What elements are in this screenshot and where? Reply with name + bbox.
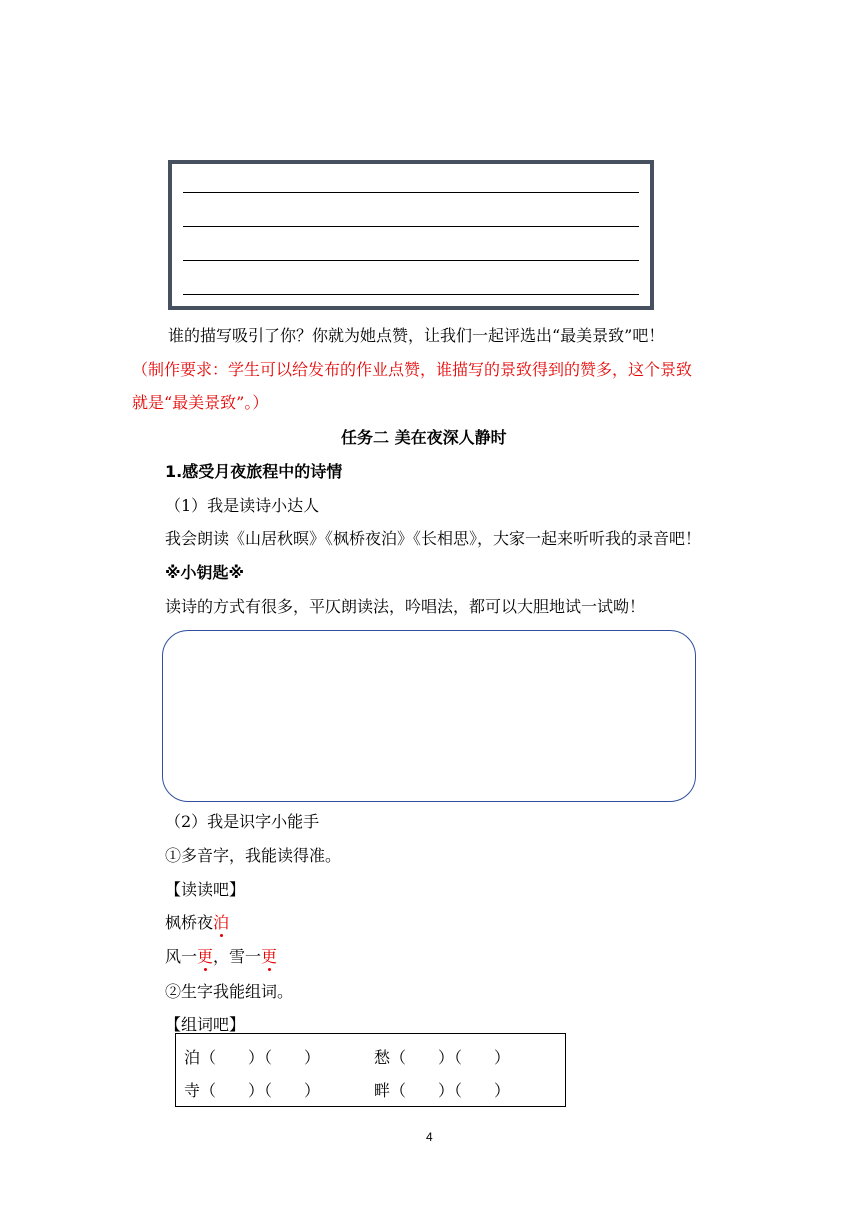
writing-line bbox=[183, 260, 639, 261]
writing-line bbox=[183, 192, 639, 193]
words-label: 【组词吧】 bbox=[165, 1015, 246, 1034]
key-title: ※小钥匙※ bbox=[165, 563, 245, 582]
recording-box[interactable] bbox=[162, 630, 696, 802]
note-line-1: （制作要求：学生可以给发布的作业点赞，谁描写的景致得到的赞多，这个景致 bbox=[132, 360, 693, 379]
word-cell[interactable]: 寺（ ）（ ） bbox=[184, 1081, 321, 1100]
emphasis-char: 更 bbox=[261, 947, 278, 966]
read-line-2 bbox=[165, 947, 277, 967]
writing-line bbox=[183, 226, 639, 227]
read-label: 【读读吧】 bbox=[165, 880, 246, 899]
new-characters-item: ②生字我能组词。 bbox=[165, 982, 294, 1001]
emphasis-char: 泊 bbox=[213, 913, 230, 932]
word-table bbox=[175, 1033, 566, 1107]
task-title: 任务二 美在夜深人静时 bbox=[341, 428, 507, 447]
read-line-1 bbox=[165, 913, 229, 933]
read-line-1-prefix: 枫桥夜 bbox=[165, 913, 214, 932]
writing-line bbox=[183, 294, 639, 295]
read-line-2-a: 风一 bbox=[165, 947, 198, 966]
read-line-2-c: ，雪一 bbox=[213, 947, 262, 966]
subsection-reading: （1）我是读诗小达人 bbox=[165, 496, 320, 515]
word-cell[interactable]: 畔（ ）（ ） bbox=[374, 1081, 511, 1100]
vote-paragraph: 谁的描写吸引了你？你就为她点赞，让我们一起评选出“最美景致”吧！ bbox=[168, 326, 665, 345]
word-cell[interactable]: 泊（ ）（ ） bbox=[184, 1048, 321, 1067]
reading-text: 我会朗读《山居秋暝》《枫桥夜泊》《长相思》，大家一起来听听我的录音吧！ bbox=[165, 529, 702, 548]
emphasis-char: 更 bbox=[197, 947, 214, 966]
page-number: 4 bbox=[426, 1130, 433, 1144]
word-cell[interactable]: 愁（ ）（ ） bbox=[374, 1048, 511, 1067]
writing-box[interactable] bbox=[168, 160, 654, 310]
note-line-2: 就是“最美景致”。） bbox=[132, 393, 269, 412]
key-text: 读诗的方式有很多，平仄朗读法，吟唱法，都可以大胆地试一试呦！ bbox=[165, 597, 646, 616]
section-title: 1.感受月夜旅程中的诗情 bbox=[165, 462, 343, 481]
subsection-characters: （2）我是识字小能手 bbox=[165, 812, 320, 831]
polyphonic-item: ①多音字，我能读得准。 bbox=[165, 846, 342, 865]
